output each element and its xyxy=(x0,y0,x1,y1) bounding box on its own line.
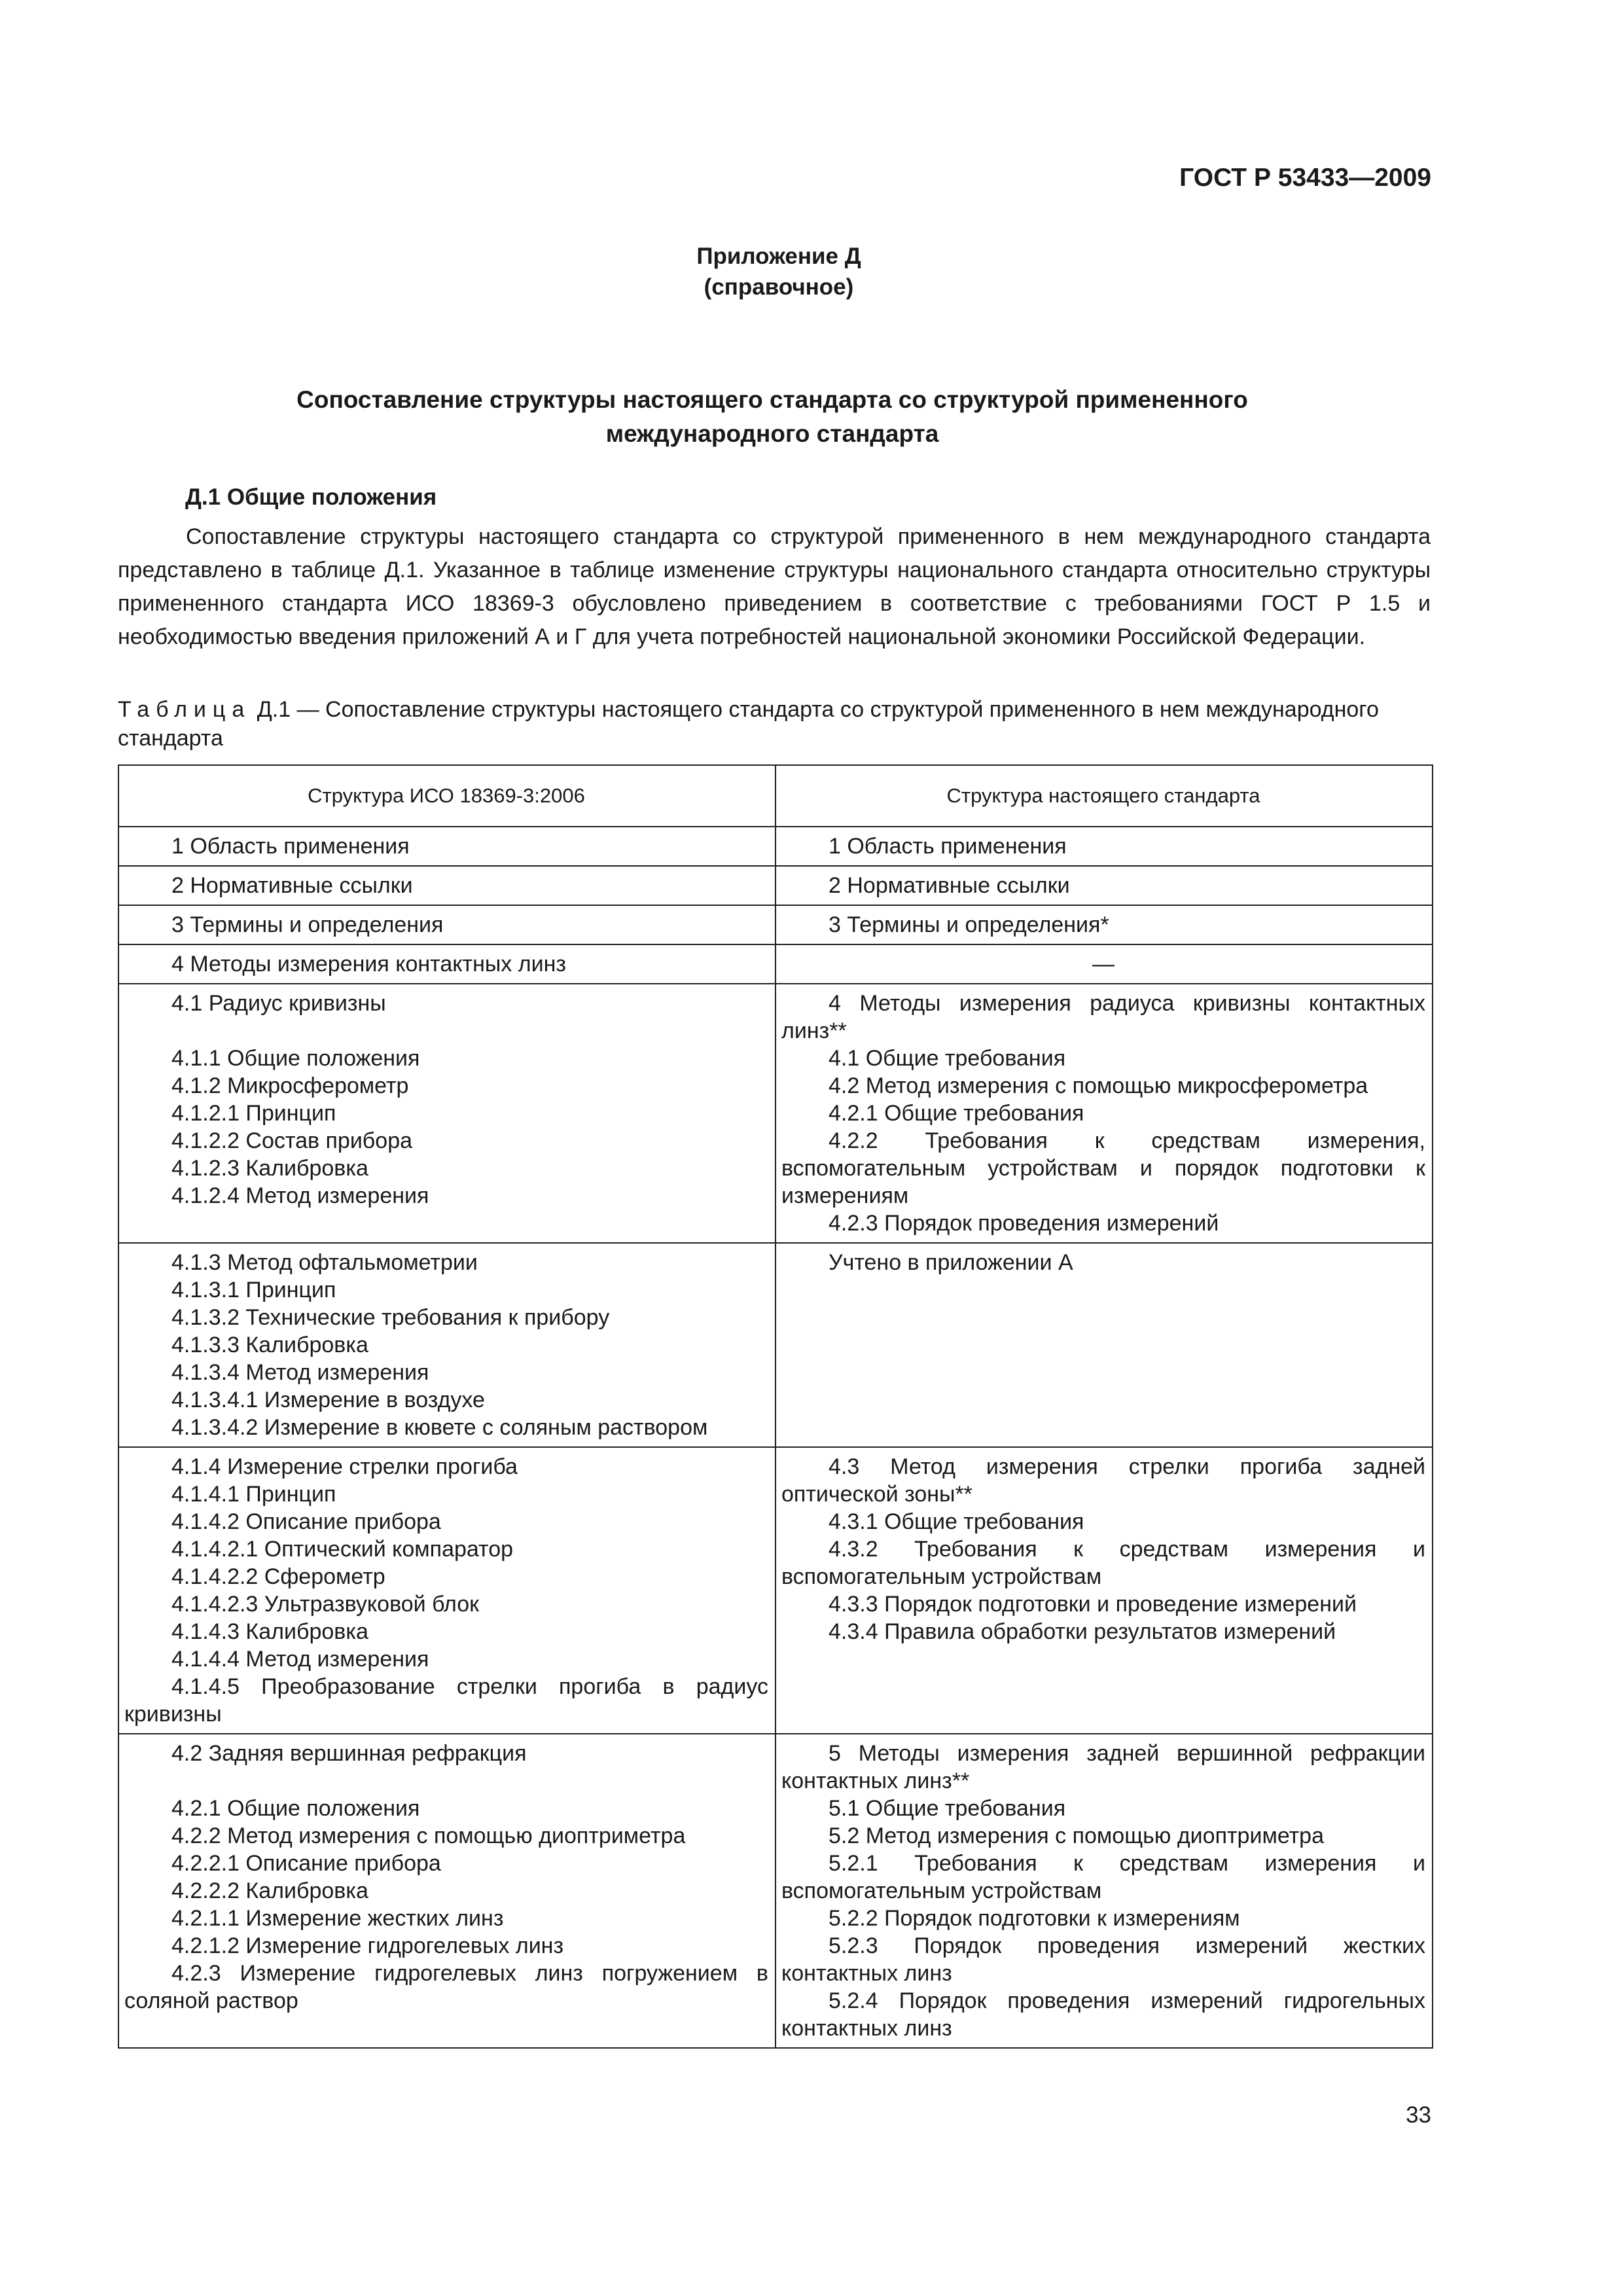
national-structure-cell xyxy=(776,905,1433,944)
table-row xyxy=(118,944,1433,984)
cell-line: 4.3.4 Правила обработки результатов измерений xyxy=(829,1619,1336,1644)
iso-structure-cell xyxy=(118,827,776,866)
cell-line: 2 Нормативные ссылки xyxy=(829,873,1070,898)
cell-line: 4.1.3.2 Технические требования к прибору xyxy=(171,1305,610,1330)
national-structure-cell xyxy=(776,944,1433,984)
section-paragraph: Сопоставление структуры настоящего стандарта со структурой примененного в нем международного стандарта представлено в таблице Д.1. Указанное в таблице изменение структуры национального стандарта относительно структуры примененного стандарта ИСО 18369-3 обусловлено приведением в соответствие с требованиями ГОСТ Р 1.5 и необходимостью введения приложений А и Г для учета потребностей национальной экономики Российской Федерации. xyxy=(118,524,1431,649)
cell-line: 4.1.3.3 Калибровка xyxy=(171,1333,368,1357)
cell-line: 5.2.1 Требования к средствам измерения и вспомогательным устройствам xyxy=(781,1851,1425,1903)
cell-line: 5.2 Метод измерения с помощью диоптриметра xyxy=(829,1823,1324,1848)
table-caption-text: Д.1 — Сопоставление структуры настоящего стандарта со структурой примененного в нем международного стандарта xyxy=(118,697,1379,751)
table-row xyxy=(118,827,1433,866)
iso-structure-cell xyxy=(118,905,776,944)
cell-line: 4.2.3 Измерение гидрогелевых линз погружением в соляной раствор xyxy=(124,1961,768,2013)
table-row xyxy=(118,1734,1433,2048)
cell-line: 4.3.1 Общие требования xyxy=(829,1509,1084,1534)
cell-line: 4.1.4.3 Калибровка xyxy=(171,1619,368,1644)
cell-line: 4.1 Общие требования xyxy=(829,1046,1066,1071)
cell-line: 4.2.2 Метод измерения с помощью диоптриметра xyxy=(171,1823,686,1848)
iso-structure-cell xyxy=(118,1447,776,1734)
iso-structure-cell xyxy=(118,1243,776,1447)
cell-line: 4.1 Радиус кривизны xyxy=(171,991,386,1016)
page-number: 33 xyxy=(1406,2102,1431,2128)
header-national-structure: Структура настоящего стандарта xyxy=(776,765,1433,827)
cell-line: 4.1.3.4 Метод измерения xyxy=(171,1360,429,1385)
iso-structure-cell xyxy=(118,984,776,1243)
header-iso-structure: Структура ИСО 18369-3:2006 xyxy=(118,765,776,827)
cell-line: 4.2.1.1 Измерение жестких линз xyxy=(171,1906,504,1931)
national-structure-cell xyxy=(776,1243,1433,1447)
cell-line: 4.2.1 Общие положения xyxy=(171,1796,420,1821)
iso-structure-cell xyxy=(118,1734,776,2048)
table-caption-label: Таблица xyxy=(118,697,251,722)
table-row xyxy=(118,905,1433,944)
cell-line: 1 Область применения xyxy=(171,834,410,859)
cell-line: 4.1.2.3 Калибровка xyxy=(171,1156,368,1181)
cell-line: 4.2 Задняя вершинная рефракция xyxy=(171,1741,527,1766)
iso-structure-cell xyxy=(118,944,776,984)
section-heading: Д.1 Общие положения xyxy=(185,484,437,510)
cell-line: 4.1.4.2 Описание прибора xyxy=(171,1509,441,1534)
cell-line: 2 Нормативные ссылки xyxy=(171,873,413,898)
cell-line: 4.2 Метод измерения с помощью микросферометра xyxy=(829,1073,1368,1098)
cell-line: 4 Методы измерения радиуса кривизны контактных линз** xyxy=(781,991,1425,1043)
cell-line: 4.1.3.1 Принцип xyxy=(171,1278,336,1302)
cell-line: 4.2.2.2 Калибровка xyxy=(171,1878,368,1903)
appendix-title: Приложение Д xyxy=(696,243,861,269)
cell-line: 5.1 Общие требования xyxy=(829,1796,1066,1821)
cell-line: 4.3.3 Порядок подготовки и проведение измерений xyxy=(829,1592,1357,1617)
table-row xyxy=(118,866,1433,905)
cell-line: 5.2.2 Порядок подготовки к измерениям xyxy=(829,1906,1240,1931)
cell-line: 5 Методы измерения задней вершинной рефракции контактных линз** xyxy=(781,1741,1425,1793)
table-body xyxy=(118,827,1433,2048)
cell-line: 4.1.2.4 Метод измерения xyxy=(171,1183,429,1208)
cell-line: 4.3 Метод измерения стрелки прогиба задней оптической зоны** xyxy=(781,1454,1425,1507)
cell-line: 4.2.1.2 Измерение гидрогелевых линз xyxy=(171,1933,564,1958)
table-row xyxy=(118,984,1433,1243)
table-caption xyxy=(118,695,1431,753)
iso-structure-cell xyxy=(118,866,776,905)
table-row xyxy=(118,1243,1433,1447)
cell-line: 4.1.4.5 Преобразование стрелки прогиба в радиус кривизны xyxy=(124,1674,768,1727)
cell-line: 3 Термины и определения xyxy=(171,912,444,937)
cell-line: 4.1.4.2.2 Сферометр xyxy=(171,1564,385,1589)
cell-line: — xyxy=(1092,952,1115,977)
cell-line: 5.2.4 Порядок проведения измерений гидрогельных контактных линз xyxy=(781,1988,1425,2041)
appendix-heading xyxy=(0,241,1623,302)
cell-line: 4.1.4.1 Принцип xyxy=(171,1482,336,1507)
national-structure-cell xyxy=(776,984,1433,1243)
cell-line: 4.1.3 Метод офтальмометрии xyxy=(171,1250,478,1275)
cell-line: 4.1.4.2.3 Ультразвуковой блок xyxy=(171,1592,480,1617)
cell-line: 4.1.1 Общие положения xyxy=(171,1046,420,1071)
cell-line: 4.3.2 Требования к средствам измерения и вспомогательным устройствам xyxy=(781,1537,1425,1589)
cell-line: 4.1.4.4 Метод измерения xyxy=(171,1647,429,1672)
cell-line: 4.2.2.1 Описание прибора xyxy=(171,1851,441,1876)
cell-line: 4.1.2 Микросферометр xyxy=(171,1073,409,1098)
cell-line: 4.1.3.4.1 Измерение в воздухе xyxy=(171,1388,485,1412)
national-structure-cell xyxy=(776,1734,1433,2048)
cell-spacer xyxy=(124,1017,768,1045)
cell-line: 4.1.2.1 Принцип xyxy=(171,1101,336,1126)
cell-line: 4.1.2.2 Состав прибора xyxy=(171,1128,413,1153)
standard-code: ГОСТ Р 53433—2009 xyxy=(1179,164,1431,192)
structure-comparison-table xyxy=(118,764,1433,2049)
cell-line: 4.2.3 Порядок проведения измерений xyxy=(829,1211,1219,1236)
cell-line: 5.2.3 Порядок проведения измерений жестких контактных линз xyxy=(781,1933,1425,1986)
cell-line: 4.1.4 Измерение стрелки прогиба xyxy=(171,1454,518,1479)
national-structure-cell xyxy=(776,866,1433,905)
cell-spacer xyxy=(124,1767,768,1795)
document-title: Сопоставление структуры настоящего стандарта со структурой примененного международного стандарта xyxy=(296,386,1248,447)
cell-line: 4.2.2 Требования к средствам измерения, вспомогательным устройствам и порядок подготовки к измерениям xyxy=(781,1128,1425,1208)
cell-line: 4 Методы измерения контактных линз xyxy=(171,952,566,977)
national-structure-cell xyxy=(776,827,1433,866)
table-row xyxy=(118,1447,1433,1734)
cell-line: 1 Область применения xyxy=(829,834,1067,859)
cell-line: 3 Термины и определения* xyxy=(829,912,1109,937)
appendix-subtitle: (справочное) xyxy=(704,274,854,300)
cell-line: Учтено в приложении А xyxy=(829,1250,1073,1275)
cell-line: 4.1.3.4.2 Измерение в кювете с соляным раствором xyxy=(171,1415,708,1440)
cell-line: 4.1.4.2.1 Оптический компаратор xyxy=(171,1537,514,1562)
cell-line: 4.2.1 Общие требования xyxy=(829,1101,1084,1126)
national-structure-cell xyxy=(776,1447,1433,1734)
table-header-row xyxy=(118,765,1433,827)
